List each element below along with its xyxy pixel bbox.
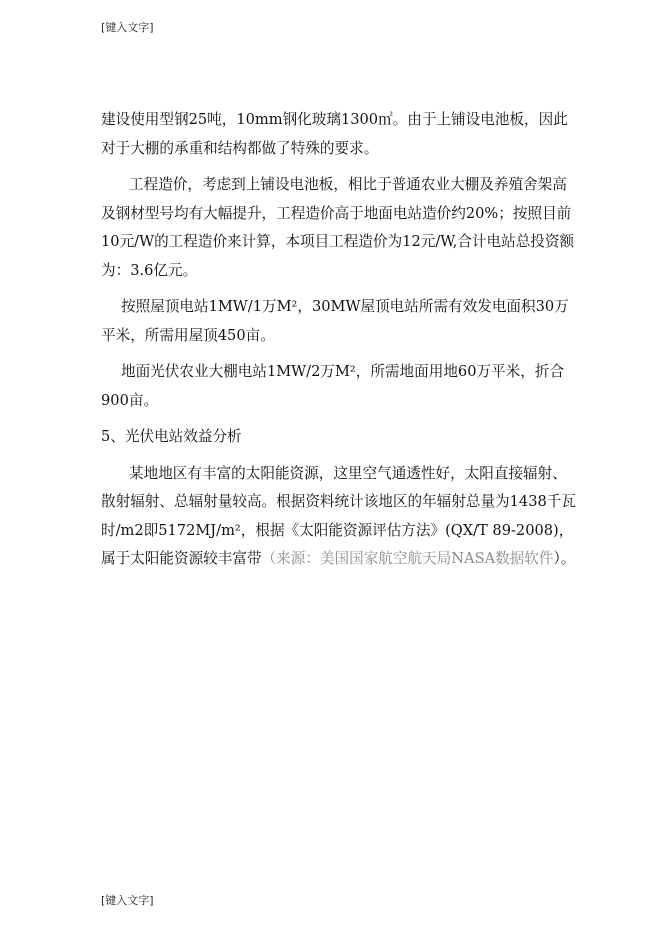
paragraph-steel-glass: 建设使用型钢25吨，10mm钢化玻璃1300㎡。由于上铺设电池板，因此对于大棚的承重和结构都做了特殊的要求。: [101, 111, 568, 157]
paragraph-solar-resource: [101, 460, 579, 574]
source-citation: （来源：美国国家航空航天局NASA数据软件: [261, 550, 554, 567]
paragraph-ground-station: 地面光伏农业大棚电站1MW/2万M²，所需地面用地60万平米，折合900亩。: [101, 363, 565, 409]
page-header: [键入文字]: [101, 21, 154, 34]
paragraph-closing: ）。: [553, 550, 576, 567]
paragraph-construction-cost: 工程造价，考虑到上铺设电池板，相比于普通农业大棚及养殖舍架高及钢材型号均有大幅提升，工程造价高于地面电站造价约20%；按照目前10元/W的工程造价来计算，本项目工程造价为12元/W,合计电站总投资额为：3.6亿元。: [101, 176, 575, 279]
document-body: [101, 106, 579, 582]
page-footer: [键入文字]: [101, 894, 154, 907]
solar-resource-text: 某地地区有丰富的太阳能资源，这里空气通透性好，太阳直接辐射、散射辐射、总辐射量较高。根据资料统计该地区的年辐射总量为1438千瓦时/m2即5172MJ/m²，根据《太阳能资源评估方法》(QX/T 89-2008)，属于太阳能资源较丰富带: [101, 464, 576, 567]
paragraph-rooftop-station: 按照屋顶电站1MW/1万M²，30MW屋顶电站所需有效发电面积30万平米，所需用屋顶450亩。: [101, 298, 569, 344]
section-heading-benefit-analysis: 5、光伏电站效益分析: [101, 428, 242, 445]
